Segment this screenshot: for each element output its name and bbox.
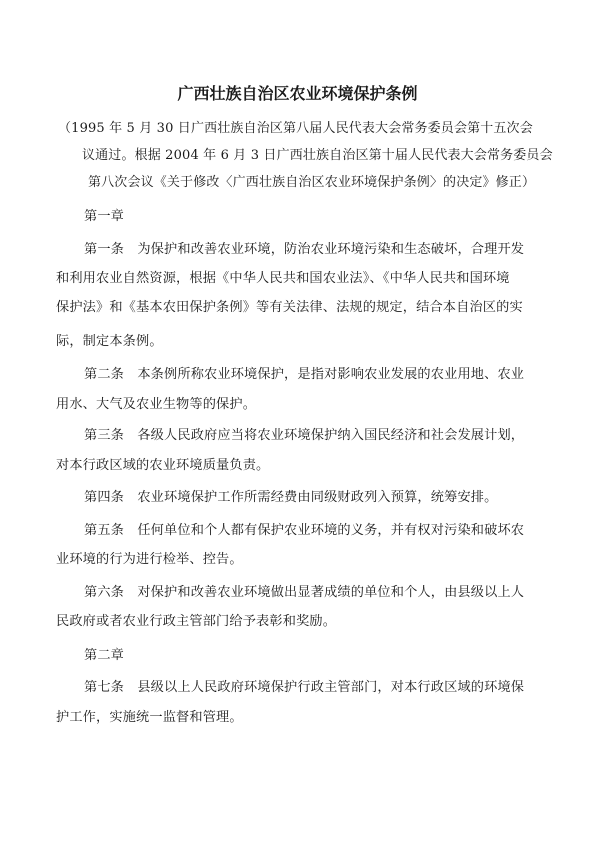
chapter-heading: 第一章 [84,209,125,224]
preamble-line: 第八次会议《关于修改〈广西壮族自治区农业环境保护条例〉的决定》修正） [88,175,536,190]
article-line: 第二条 本条例所称农业环境保护，是指对影响农业发展的农业用地、农业 [84,367,525,382]
article-line: 对本行政区域的农业环境质量负责。 [56,458,270,473]
article-line: 第七条 县级以上人民政府环境保护行政主管部门，对本行政区域的环境保 [84,680,525,695]
article-line: 和利用农业自然资源，根据《中华人民共和国农业法》、《中华人民共和国环境 [56,271,510,286]
article-line: 第五条 任何单位和个人都有保护农业环境的义务，并有权对污染和破坏农 [84,523,525,538]
preamble-line: 议通过。根据 2004 年 6 月 3 日广西壮族自治区第十届人民代表大会常务委员会 [82,148,553,163]
article-line: 用水、大气及农业生物等的保护。 [56,397,257,412]
article-line: 第一条 为保护和改善农业环境，防治农业环境污染和生态破坏，合理开发 [84,242,525,257]
article-line: 民政府或者农业行政主管部门给予表彰和奖励。 [56,614,337,629]
article-line: 际，制定本条例。 [56,334,163,349]
article-line: 第六条 对保护和改善农业环境做出显著成绩的单位和个人，由县级以上人 [84,585,525,600]
article-line: 保护法》和《基本农田保护条例》等有关法律、法规的规定，结合本自治区的实 [56,300,523,315]
article-line: 业环境的行为进行检举、控告。 [56,552,243,567]
article-line: 护工作，实施统一监督和管理。 [56,710,243,725]
document-title: 广西壮族自治区农业环境保护条例 [177,84,418,103]
preamble-line: （1995 年 5 月 30 日广西壮族自治区第八届人民代表大会常务委员会第十五次会 [58,121,533,136]
article-line: 第三条 各级人民政府应当将农业环境保护纳入国民经济和社会发展计划， [84,428,525,443]
article-line: 第四条 农业环境保护工作所需经费由同级财政列入预算，统筹安排。 [84,490,498,505]
chapter-heading: 第二章 [84,648,125,663]
